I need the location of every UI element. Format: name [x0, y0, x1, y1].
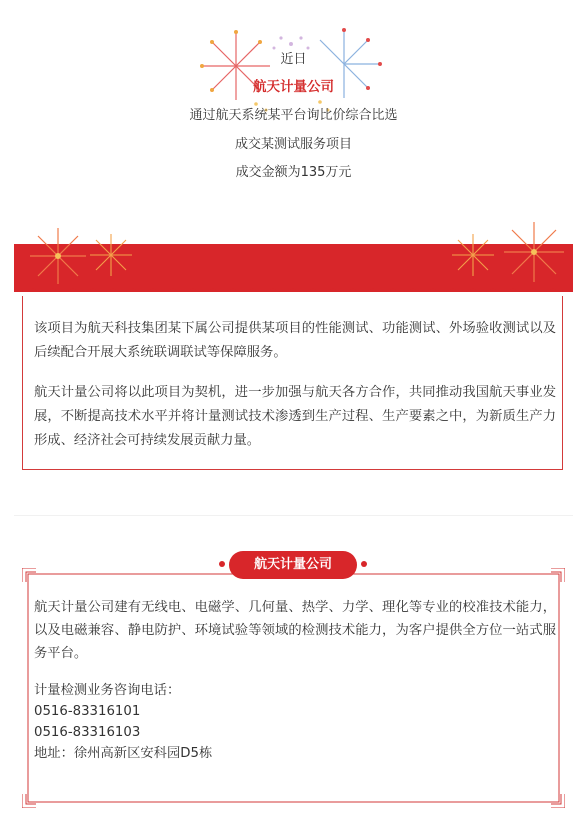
pill-dot-right	[361, 561, 367, 567]
announcement-header	[0, 0, 587, 200]
announcement-line: 通过航天系统某平台询比价综合比选	[189, 108, 398, 123]
article-paragraph: 航天计量公司将以此项目为契机，进一步加强与航天各方合作，共同推动我国航天事业发展，不断提高技术水平并将计量测试技术渗透到生产过程、生产要素之中，为新质生产力形成、经济社会可持续发展贡献力量。	[34, 385, 556, 448]
company-intro: 航天计量公司建有无线电、电磁学、几何量、热学、力学、理化等专业的校准技术能力，以及电磁兼容、静电防护、环境试验等领域的检测技术能力，为客户提供全方位一站式服务平台。	[34, 600, 556, 661]
company-card-title: 航天计量公司	[229, 551, 357, 579]
firework-icon	[28, 226, 88, 286]
pill-dot-left	[219, 561, 225, 567]
phone-number[interactable]: 0516-83316101	[34, 704, 141, 719]
firework-icon	[450, 232, 496, 278]
announcement-amount: 成交金额为135万元	[235, 165, 352, 180]
announcement-date: 近日	[280, 52, 307, 67]
firework-decoration	[196, 26, 386, 116]
firework-icon	[502, 220, 566, 284]
announcement-line: 成交某测试服务项目	[234, 137, 352, 152]
section-divider	[14, 515, 573, 516]
article-paragraph: 该项目为航天科技集团某下属公司提供某项目的性能测试、功能测试、外场验收测试以及后续配合开展大系统联调联试等保障服务。	[34, 321, 556, 360]
company-address: 地址：徐州高新区安科园D5栋	[34, 746, 213, 761]
announcement-company: 航天计量公司	[253, 79, 334, 95]
firework-icon	[88, 232, 134, 278]
phone-label: 计量检测业务咨询电话：	[34, 683, 181, 698]
phone-number[interactable]: 0516-83316103	[34, 725, 141, 740]
